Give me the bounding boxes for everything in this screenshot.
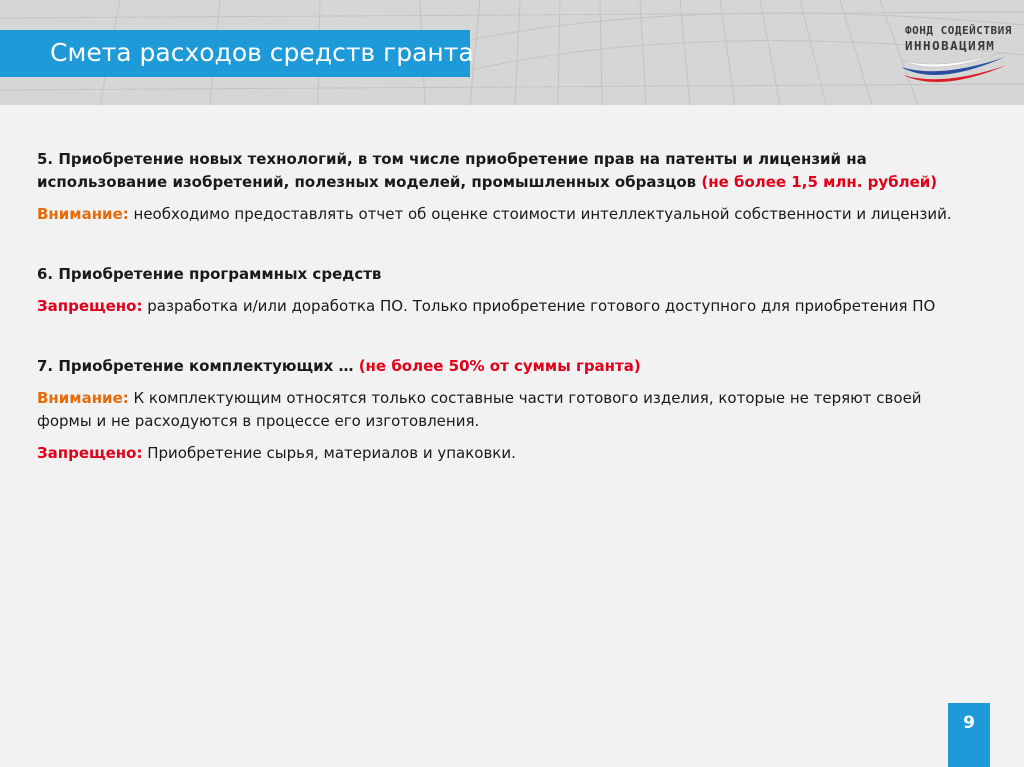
note-label: Запрещено:	[37, 297, 143, 315]
note-text: Приобретение сырья, материалов и упаковки.	[142, 444, 516, 462]
section-heading	[37, 355, 957, 378]
note-text: К комплектующим относятся только составные части готового изделия, которые не теряют своей формы и не расходуются в процессе его изготовления.	[37, 389, 922, 430]
section-heading	[37, 263, 957, 286]
note-paragraph	[37, 295, 957, 318]
note-text: необходимо предоставлять отчет об оценке стоимости интеллектуальной собственности и лицензий.	[128, 205, 952, 223]
slide-title: Смета расходов средств гранта	[50, 38, 474, 67]
section-limit-highlight: (не более 1,5 млн. рублей)	[701, 173, 938, 191]
note-label: Внимание:	[37, 205, 129, 223]
flag-swoosh-icon	[897, 51, 1009, 91]
section-6	[37, 263, 957, 318]
slide-header	[0, 0, 1024, 105]
note-paragraph	[37, 203, 957, 226]
note-label: Внимание:	[37, 389, 129, 407]
note-paragraph	[37, 387, 957, 433]
logo-text-line1: ФОНД СОДЕЙСТВИЯ	[905, 24, 1012, 37]
section-heading-text: 5. Приобретение новых технологий, в том числе приобретение прав на патенты и лицензий на использование изобретений, полезных моделей, промышленных образцов	[37, 150, 867, 191]
note-label: Запрещено:	[37, 444, 143, 462]
section-limit-highlight: (не более 50% от суммы гранта)	[358, 357, 641, 375]
page-number-box	[948, 703, 990, 767]
note-paragraph	[37, 442, 957, 465]
section-5	[37, 148, 957, 226]
section-7	[37, 355, 957, 465]
logo-text-line2: ИННОВАЦИЯМ	[905, 38, 996, 53]
slide-content	[37, 148, 957, 465]
note-text: разработка и/или доработка ПО. Только приобретение готового доступного для приобретения ПО	[142, 297, 936, 315]
section-heading-text: 6. Приобретение программных средств	[37, 265, 382, 283]
section-heading	[37, 148, 957, 194]
section-heading-text: 7. Приобретение комплектующих …	[37, 357, 359, 375]
fund-logo	[897, 24, 1012, 92]
page-number: 9	[963, 713, 975, 733]
